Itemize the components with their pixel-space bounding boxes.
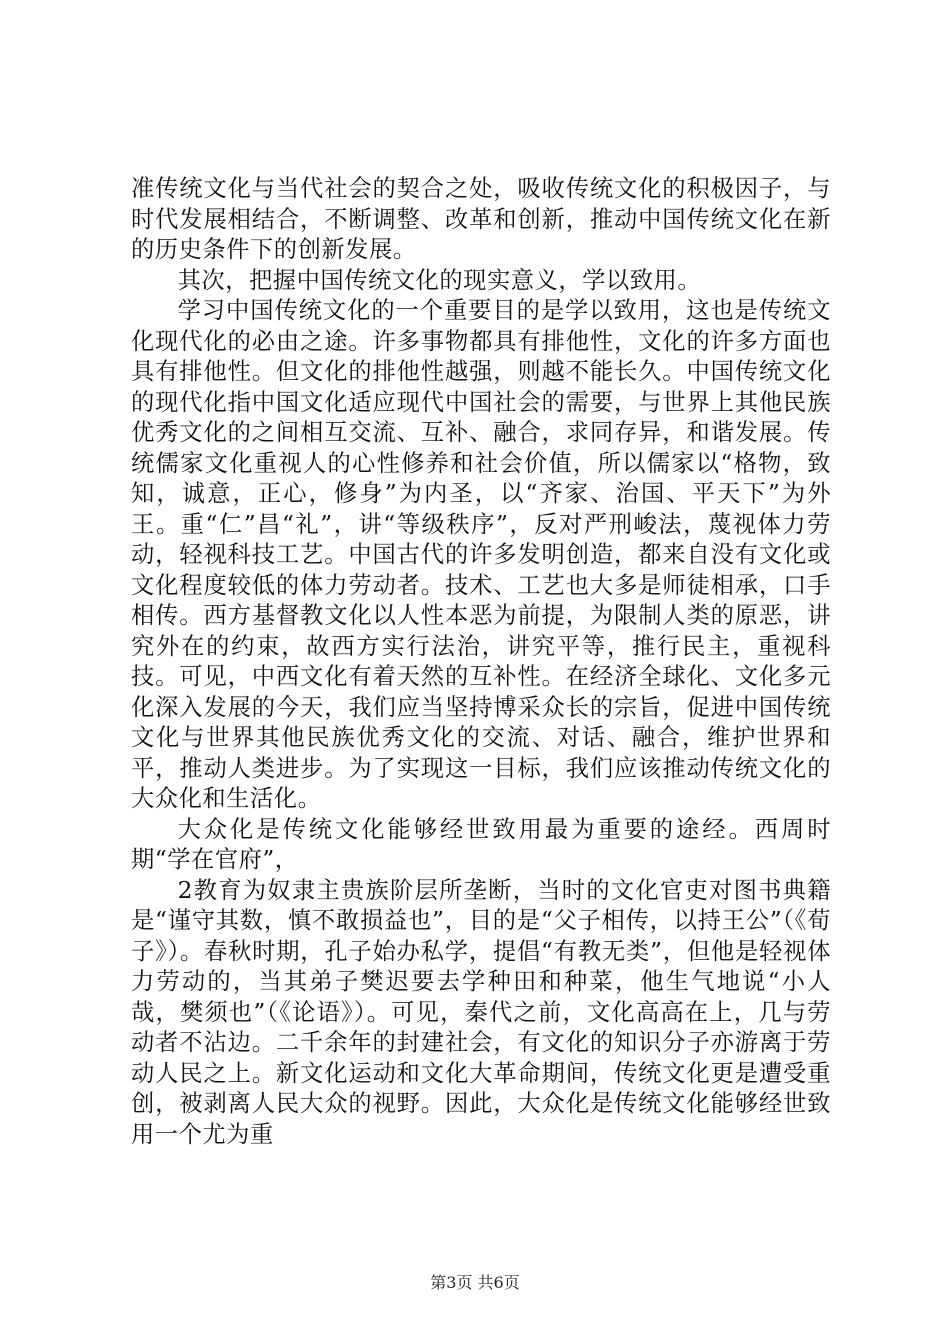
paragraph-2: 其次，把握中国传统文化的现实意义，学以致用。 (177, 266, 702, 294)
paragraph-4: 大众化是传统文化能够经世致用最为重要的途经。西周时期“学在官府”， (131, 815, 831, 873)
page-footer (0, 1273, 950, 1293)
document-body (131, 174, 831, 1150)
paragraph-5: 2教育为奴隶主贵族阶层所垄断，当时的文化官吏对图书典籍是“谨守其数，慎不敢损益也”，目的是“父子相传，以持王公”（《荀子》）。春秋时期，孔子始办私学，提倡“有教无类”，但他是轻视体力劳动的，当其弟子樊迟要去学种田和种菜，他生气地说“小人哉，樊须也”（《论语》）。可见，秦代之前，文化高高在上，几与劳动者不沾边。二千余年的封建社会，有文化的知识分子亦游离于劳动人民之上。新文化运动和文化大革命期间，传统文化更是遭受重创，被剥离人民大众的视野。因此，大众化是传统文化能够经世致用一个尤为重 (131, 876, 831, 1148)
paragraph-3: 学习中国传统文化的一个重要目的是学以致用，这也是传统文化现代化的必由之途。许多事物都具有排他性，文化的许多方面也具有排他性。但文化的排他性越强，则越不能长久。中国传统文化的现代化指中国文化适应现代中国社会的需要，与世界上其他民族优秀文化的之间相互交流、互补、融合，求同存异，和谐发展。传统儒家文化重视人的心性修养和社会价值，所以儒家以“格物，致知，诚意，正心，修身”为内圣，以“齐家、治国、平天下”为外王。重“仁”昌“礼”，讲“等级秩序”，反对严刑峻法，蔑视体力劳动，轻视科技工艺。中国古代的许多发明创造，都来自没有文化或文化程度较低的体力劳动者。技术、工艺也大多是师徒相承，口手相传。西方基督教文化以人性本恶为前提，为限制人类的原恶，讲究外在的约束，故西方实行法治，讲究平等，推行民主，重视科技。可见，中西文化有着天然的互补性。在经济全球化、文化多元化深入发展的今天，我们应当坚持博采众长的宗旨，促进中国传统文化与世界其他民族优秀文化的交流、对话、融合，维护世界和平，推动人类进步。为了实现这一目标，我们应该推动传统文化的大众化和生活化。 (131, 297, 831, 812)
page-number-label: 第3页 共6页 (430, 1273, 520, 1292)
paragraph-1: 准传统文化与当代社会的契合之处，吸收传统文化的积极因子，与时代发展相结合，不断调整、改革和创新，推动中国传统文化在新的历史条件下的创新发展。 (131, 175, 831, 263)
